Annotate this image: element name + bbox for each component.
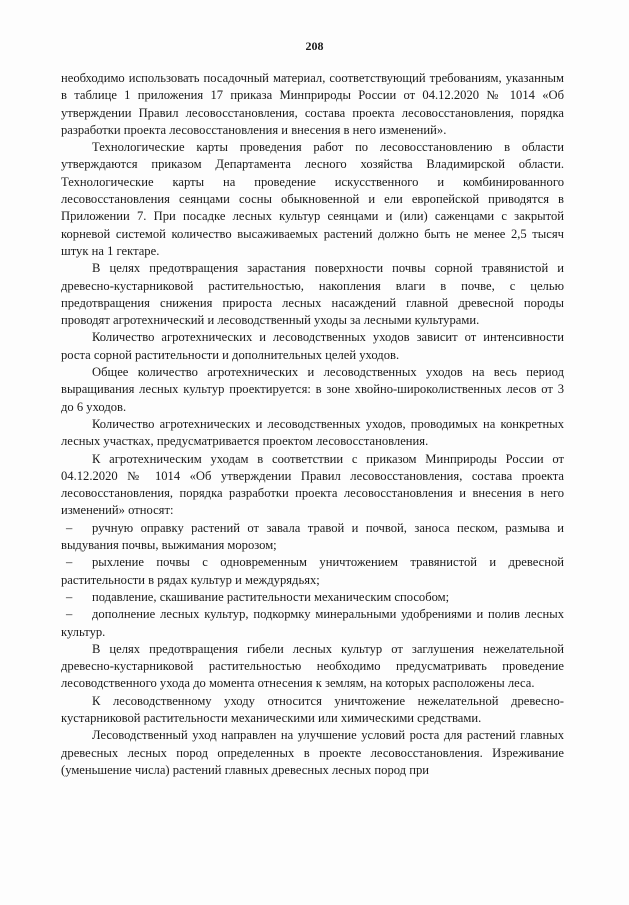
list-item: [61, 554, 564, 589]
dash-marker: –: [66, 607, 73, 622]
list-item-text: рыхление почвы с одновременным уничтожением травянистой и древесной растительности в рядах культур и междурядьях;: [61, 555, 564, 587]
paragraph: необходимо использовать посадочный материал, соответствующий требованиям, указанным в таблице 1 приложения 17 приказа Минприроды России от 04.12.2020 № 1014 «Об утверждении Правил лесовосстановления, состава проекта лесовосстановления, порядка разработки проекта лесовосстановления и внесения в него изменений».: [61, 71, 564, 137]
paragraph: Технологические карты проведения работ по лесовосстановлению в области утверждаются приказом Департамента лесного хозяйства Владимирской области. Технологические карты на проведение искусственного и комбинированного лесовосстановления сеянцами сосны обыкновенной и ели европейской приводятся в Приложении 7. При посадке лесных культур сеянцами и (или) саженцами с закрытой корневой системой количество высаживаемых растений должно быть не менее 2,5 тысяч штук на 1 гектаре.: [61, 140, 564, 258]
list-item-text: дополнение лесных культур, подкормку минеральными удобрениями и полив лесных культур.: [61, 607, 564, 639]
dash-marker: –: [66, 555, 73, 570]
dash-marker: –: [66, 589, 73, 604]
list-item: [61, 606, 564, 641]
paragraph: Общее количество агротехнических и лесоводственных уходов на весь период выращивания лесных культур проектируется: в зоне хвойно-широколиственных лесов от 3 до 6 уходов.: [61, 365, 564, 414]
paragraph: Лесоводственный уход направлен на улучшение условий роста для растений главных древесных лесных пород определенных в проекте лесовосстановления. Изреживание (уменьшение числа) растений главных древесных лесных пород при: [61, 728, 564, 777]
paragraph: Количество агротехнических и лесоводственных уходов зависит от интенсивности роста сорной растительности и дополнительных целей уходов.: [61, 330, 564, 362]
document-body: [61, 70, 564, 779]
paragraph: В целях предотвращения зарастания поверхности почвы сорной травянистой и древесно-кустарниковой растительностью, накопления влаги в почве, с целью предотвращения снижения прироста лесных насаждений главной древесной породы проводят агротехнический и лесоводственный уходы за лесными культурами.: [61, 261, 564, 328]
list-item-text: подавление, скашивание растительности механическим способом;: [92, 589, 450, 604]
paragraph: Количество агротехнических и лесоводственных уходов, проводимых на конкретных лесных участках, предусматривается проектом лесовосстановления.: [61, 416, 564, 449]
dash-marker: –: [66, 520, 73, 535]
list-item: [61, 589, 564, 606]
paragraph: В целях предотвращения гибели лесных культур от заглушения нежелательной древесно-кустарниковой растительностью необходимо предусматривать проведение лесоводственного ухода до момента отнесения к землям, на которых расположены леса.: [61, 641, 564, 691]
paragraph: К лесоводственному уходу относится уничтожение нежелательной древесно-кустарниковой растительности механическими или химическими средствами.: [61, 693, 564, 725]
list-item-text: ручную оправку растений от завала травой и почвой, заноса песком, размыва и выдувания почвы, выжимания морозом;: [61, 520, 564, 553]
list-item: [61, 520, 564, 555]
paragraph: К агротехническим уходам в соответствии с приказом Минприроды России от 04.12.2020 № 1014 «Об утверждении Правил лесовосстановления, состава проекта лесовосстановления, порядка разработки проекта лесовосстановления и внесения в него изменений» относят:: [61, 451, 564, 518]
page-number: 208: [305, 39, 324, 53]
